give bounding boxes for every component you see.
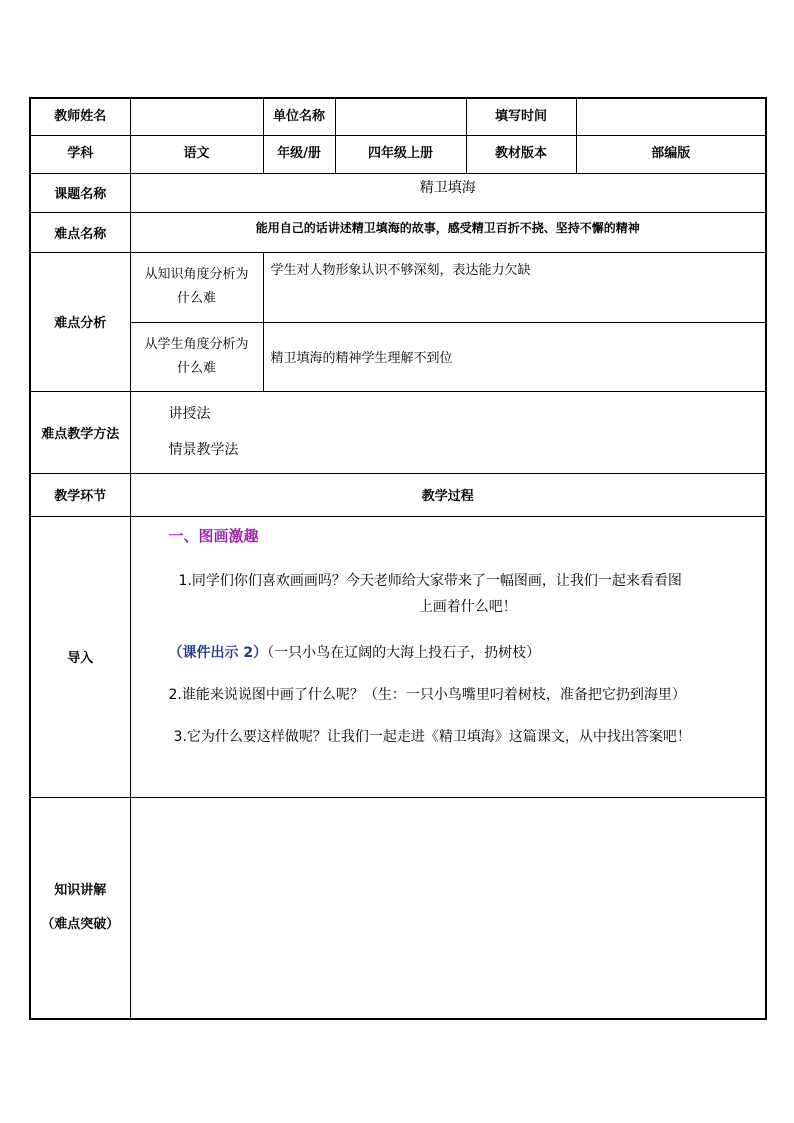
methods-label: 难点教学方法 bbox=[30, 391, 130, 473]
intro-paragraph-2 bbox=[131, 642, 758, 662]
courseware-note: （课件出示 2） bbox=[168, 644, 268, 661]
process-header-row bbox=[30, 473, 766, 516]
grade-value: 四年级上册 bbox=[335, 135, 466, 173]
subject-label: 学科 bbox=[30, 135, 130, 173]
student-angle-text: 精卫填海的精神学生理解不到位 bbox=[263, 322, 766, 391]
process-header: 教学过程 bbox=[130, 473, 766, 516]
methods-list bbox=[130, 391, 766, 473]
methods-row bbox=[30, 391, 766, 473]
knowledge-row bbox=[30, 797, 766, 1019]
method-item: 情景教学法 bbox=[168, 442, 239, 458]
fill-time-label: 填写时间 bbox=[466, 98, 576, 135]
student-angle-label-line2: 什么难 bbox=[176, 360, 216, 376]
difficulty-row bbox=[30, 212, 766, 252]
header-row-2 bbox=[30, 135, 766, 173]
topic-label: 课题名称 bbox=[30, 173, 130, 212]
knowledge-label-line2: （难点突破） bbox=[41, 916, 120, 932]
knowledge-label bbox=[30, 797, 130, 1019]
header-row-1 bbox=[30, 98, 766, 135]
knowledge-angle-label-line1: 从知识角度分析为 bbox=[144, 267, 249, 282]
analysis-label: 难点分析 bbox=[30, 252, 130, 391]
teacher-name-value[interactable] bbox=[130, 98, 263, 135]
analysis-row-knowledge bbox=[30, 252, 766, 322]
intro-paragraph-1-line2: 上画着什么吧！ bbox=[418, 598, 517, 615]
knowledge-label-line1: 知识讲解 bbox=[54, 882, 107, 898]
intro-paragraph-4: 3.它为什么要这样做呢？让我们一起走进《精卫填海》这篇课文，从中找出答案吧！ bbox=[173, 728, 691, 745]
knowledge-angle-text: 学生对人物形象认识不够深刻，表达能力欠缺 bbox=[263, 252, 766, 322]
analysis-row-student bbox=[30, 322, 766, 391]
method-item: 讲授法 bbox=[168, 406, 211, 422]
intro-content bbox=[130, 516, 766, 797]
topic-row bbox=[30, 173, 766, 212]
stage-header: 教学环节 bbox=[30, 473, 130, 516]
intro-heading: 一、图画激趣 bbox=[168, 526, 259, 545]
student-angle-label-line1: 从学生角度分析为 bbox=[144, 336, 249, 352]
student-angle-label bbox=[130, 322, 263, 391]
knowledge-angle-label bbox=[130, 252, 263, 322]
knowledge-angle-label-line2: 什么难 bbox=[176, 291, 216, 306]
intro-paragraph-1-line1: 1.同学们你们喜欢画画吗？今天老师给大家带来了一幅图画，让我们一起来看看图 bbox=[178, 572, 682, 589]
intro-label: 导入 bbox=[30, 516, 130, 797]
unit-name-value[interactable] bbox=[335, 98, 466, 135]
difficulty-value: 能用自己的话讲述精卫填海的故事，感受精卫百折不挠、坚持不懈的精神 bbox=[130, 212, 766, 252]
lesson-plan-table bbox=[29, 97, 767, 1020]
teacher-name-label: 教师姓名 bbox=[30, 98, 130, 135]
fill-time-value[interactable] bbox=[576, 98, 766, 135]
edition-label: 教材版本 bbox=[466, 135, 576, 173]
subject-value: 语文 bbox=[130, 135, 263, 173]
intro-paragraph-1 bbox=[131, 568, 758, 620]
topic-value: 精卫填海 bbox=[130, 173, 766, 212]
courseware-description: （一只小鸟在辽阔的大海上投石子，扔树枝） bbox=[267, 644, 541, 661]
intro-paragraph-3: 2.谁能来说说图中画了什么呢？（生：一只小鸟嘴里叼着树枝，准备把它扔到海里） bbox=[168, 686, 686, 703]
difficulty-label: 难点名称 bbox=[30, 212, 130, 252]
edition-value: 部编版 bbox=[576, 135, 766, 173]
intro-row bbox=[30, 516, 766, 797]
knowledge-content[interactable] bbox=[130, 797, 766, 1019]
grade-label: 年级/册 bbox=[263, 135, 335, 173]
unit-name-label: 单位名称 bbox=[263, 98, 335, 135]
